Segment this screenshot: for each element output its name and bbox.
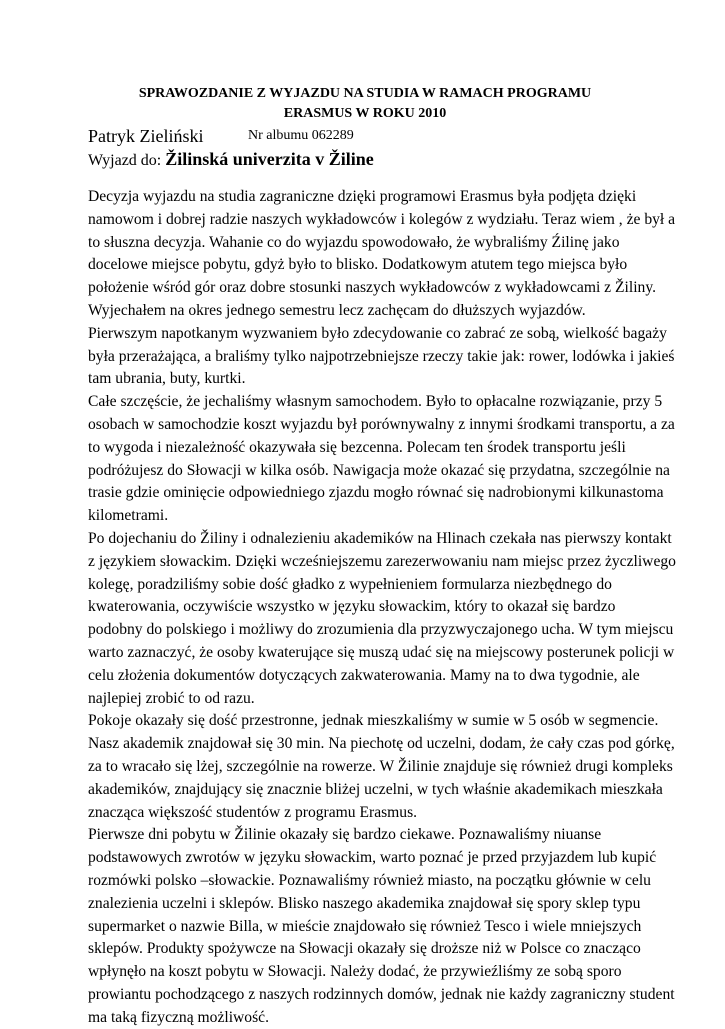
title-line-2: ERASMUS W ROKU 2010 — [283, 106, 447, 121]
body-line: najlepiej zrobić to od razu. — [88, 689, 255, 707]
body-line: osobach w samochodzie koszt wyjazdu był porównywalny z innymi środkami transportu, a za — [88, 415, 675, 433]
body-line: kwaterowania, oczywiście wszystko w języku słowackim, który to okazał się bardzo — [88, 598, 616, 616]
album-number: Nr albumu 062289 — [248, 128, 354, 143]
document-title — [80, 84, 650, 124]
body-line: Wyjechałem na okres jednego semestru lecz zachęcam do dłuższych wyjazdów. — [88, 301, 586, 319]
body-line: podstawowych zwrotów w języku słowackim, warto poznać je przed przyjazdem lub kupić — [88, 849, 657, 867]
body-line: Pokoje okazały się dość przestronne, jednak mieszkaliśmy w sumie w 5 osób w segmencie. — [88, 712, 659, 730]
destination-label: Wyjazd do: — [88, 152, 166, 169]
body-line: była przerażająca, a braliśmy tylko najpotrzebniejsze rzeczy takie jak: rower, lodówka i jakieś — [88, 347, 675, 365]
body-line: warto zaznaczyć, że osoby kwaterujące się muszą udać się na miejscowy posterunek policji w — [88, 643, 675, 661]
author-line — [88, 124, 354, 148]
body-line: to słuszna decyzja. Wahanie co do wyjazdu spowodowało, że wybraliśmy Źilinę jako — [88, 233, 620, 251]
author-name: Patryk Zieliński — [88, 126, 204, 146]
body-line: podróżujesz do Słowacji w kilka osób. Nawigacja może okazać się przydatna, szczególnie na — [88, 461, 670, 479]
body-line: kilometrami. — [88, 507, 169, 525]
body-line: położenie wśród gór oraz dobre stosunki naszych wykładowców z wykładowcami z Žiliny. — [88, 279, 657, 297]
body-line: namowom i dobrej radzie naszych wykładowców i kolegów z wydziału. Teraz wiem , że był a — [88, 210, 676, 228]
body-line: Pierwsze dni pobytu w Žilinie okazały się bardzo ciekawe. Poznawaliśmy niuanse — [88, 826, 602, 844]
body-line: trasie gdzie ominięcie odpowiedniego zjazdu mogło równać się nadrobionymi kilkunastoma — [88, 484, 664, 502]
body-line: znalezienia uczelni i sklepów. Blisko naszego akademika znajdował się spory sklep typu — [88, 894, 641, 912]
body-line: Całe szczęście, że jechaliśmy własnym samochodem. Było to opłacalne rozwiązanie, przy 5 — [88, 393, 663, 411]
body-line: Pierwszym napotkanym wyzwaniem było zdecydowanie co zabrać ze sobą, wielkość bagaży — [88, 324, 667, 342]
body-line: za to wracało się lżej, szczególnie na rowerze. W Žilinie znajduje się również drugi kompleks — [88, 757, 673, 775]
body-line: akademików, znajdujący się znacznie bliżej uczelni, w tych właśnie akademikach mieszkała — [88, 780, 663, 798]
body-line: podobny do polskiego i możliwy do zrozumienia dla przyzwyczajonego ucha. W tym miejscu — [88, 621, 674, 639]
body-line: docelowe miejsce pobytu, gdyż było to blisko. Dodatkowym atutem tego miejsca było — [88, 256, 628, 274]
body-line: supermarket o nazwie Billa, w mieście znajdowało się również Tesco i wiele mniejszych — [88, 917, 642, 935]
body-line: Nasz akademik znajdował się 30 min. Na piechotę od uczelni, dodam, że cały czas pod górkę, — [88, 735, 675, 753]
body-line: znacząca większość studentów z programu Erasmus. — [88, 803, 418, 821]
body-line: tam ubrania, buty, kurtki. — [88, 370, 246, 388]
body-line: sklepów. Produkty spożywcze na Słowacji okazały się droższe niż w Polsce co znacząco — [88, 940, 641, 958]
destination-line — [88, 147, 374, 173]
report-body — [88, 186, 676, 1029]
body-line: to wygoda i niezależność okazywała się bezcenna. Polecam ten środek transportu jeśli — [88, 438, 626, 456]
destination-university: Žilinská univerzita v Žiline — [165, 149, 374, 169]
body-line: z językiem słowackim. Dzięki wcześniejszemu zarezerwowaniu nam miejsc przez życzliwego — [88, 552, 676, 570]
body-line: rozmówki polsko –słowackie. Poznawaliśmy również miasto, na początku głównie w celu — [88, 871, 651, 889]
title-line-1: SPRAWOZDANIE Z WYJAZDU NA STUDIA W RAMACH PROGRAMU — [138, 86, 592, 101]
body-line: celu złożenia dokumentów dotyczących zakwaterowania. Mamy na to dwa tygodnie, ale — [88, 666, 640, 684]
body-line: wpłynęło na koszt pobytu w Słowacji. Należy dodać, że przywieźliśmy ze sobą sporo — [88, 963, 622, 981]
body-line: Decyzja wyjazdu na studia zagraniczne dzięki programowi Erasmus była podjęta dzięki — [88, 188, 637, 205]
body-line: Po dojechaniu do Žiliny i odnalezieniu akademików na Hlinach czekała nas pierwszy kontakt — [88, 529, 672, 547]
body-line: prowiantu pochodzącego z naszych rodzinnych domów, jednak nie każdy zagraniczny student — [88, 985, 675, 1003]
body-line: kolegę, poradziliśmy sobie dość gładko z wypełnieniem formularza niezbędnego do — [88, 575, 612, 593]
body-line: ma taką fizyczną możliwość. — [88, 1008, 269, 1026]
